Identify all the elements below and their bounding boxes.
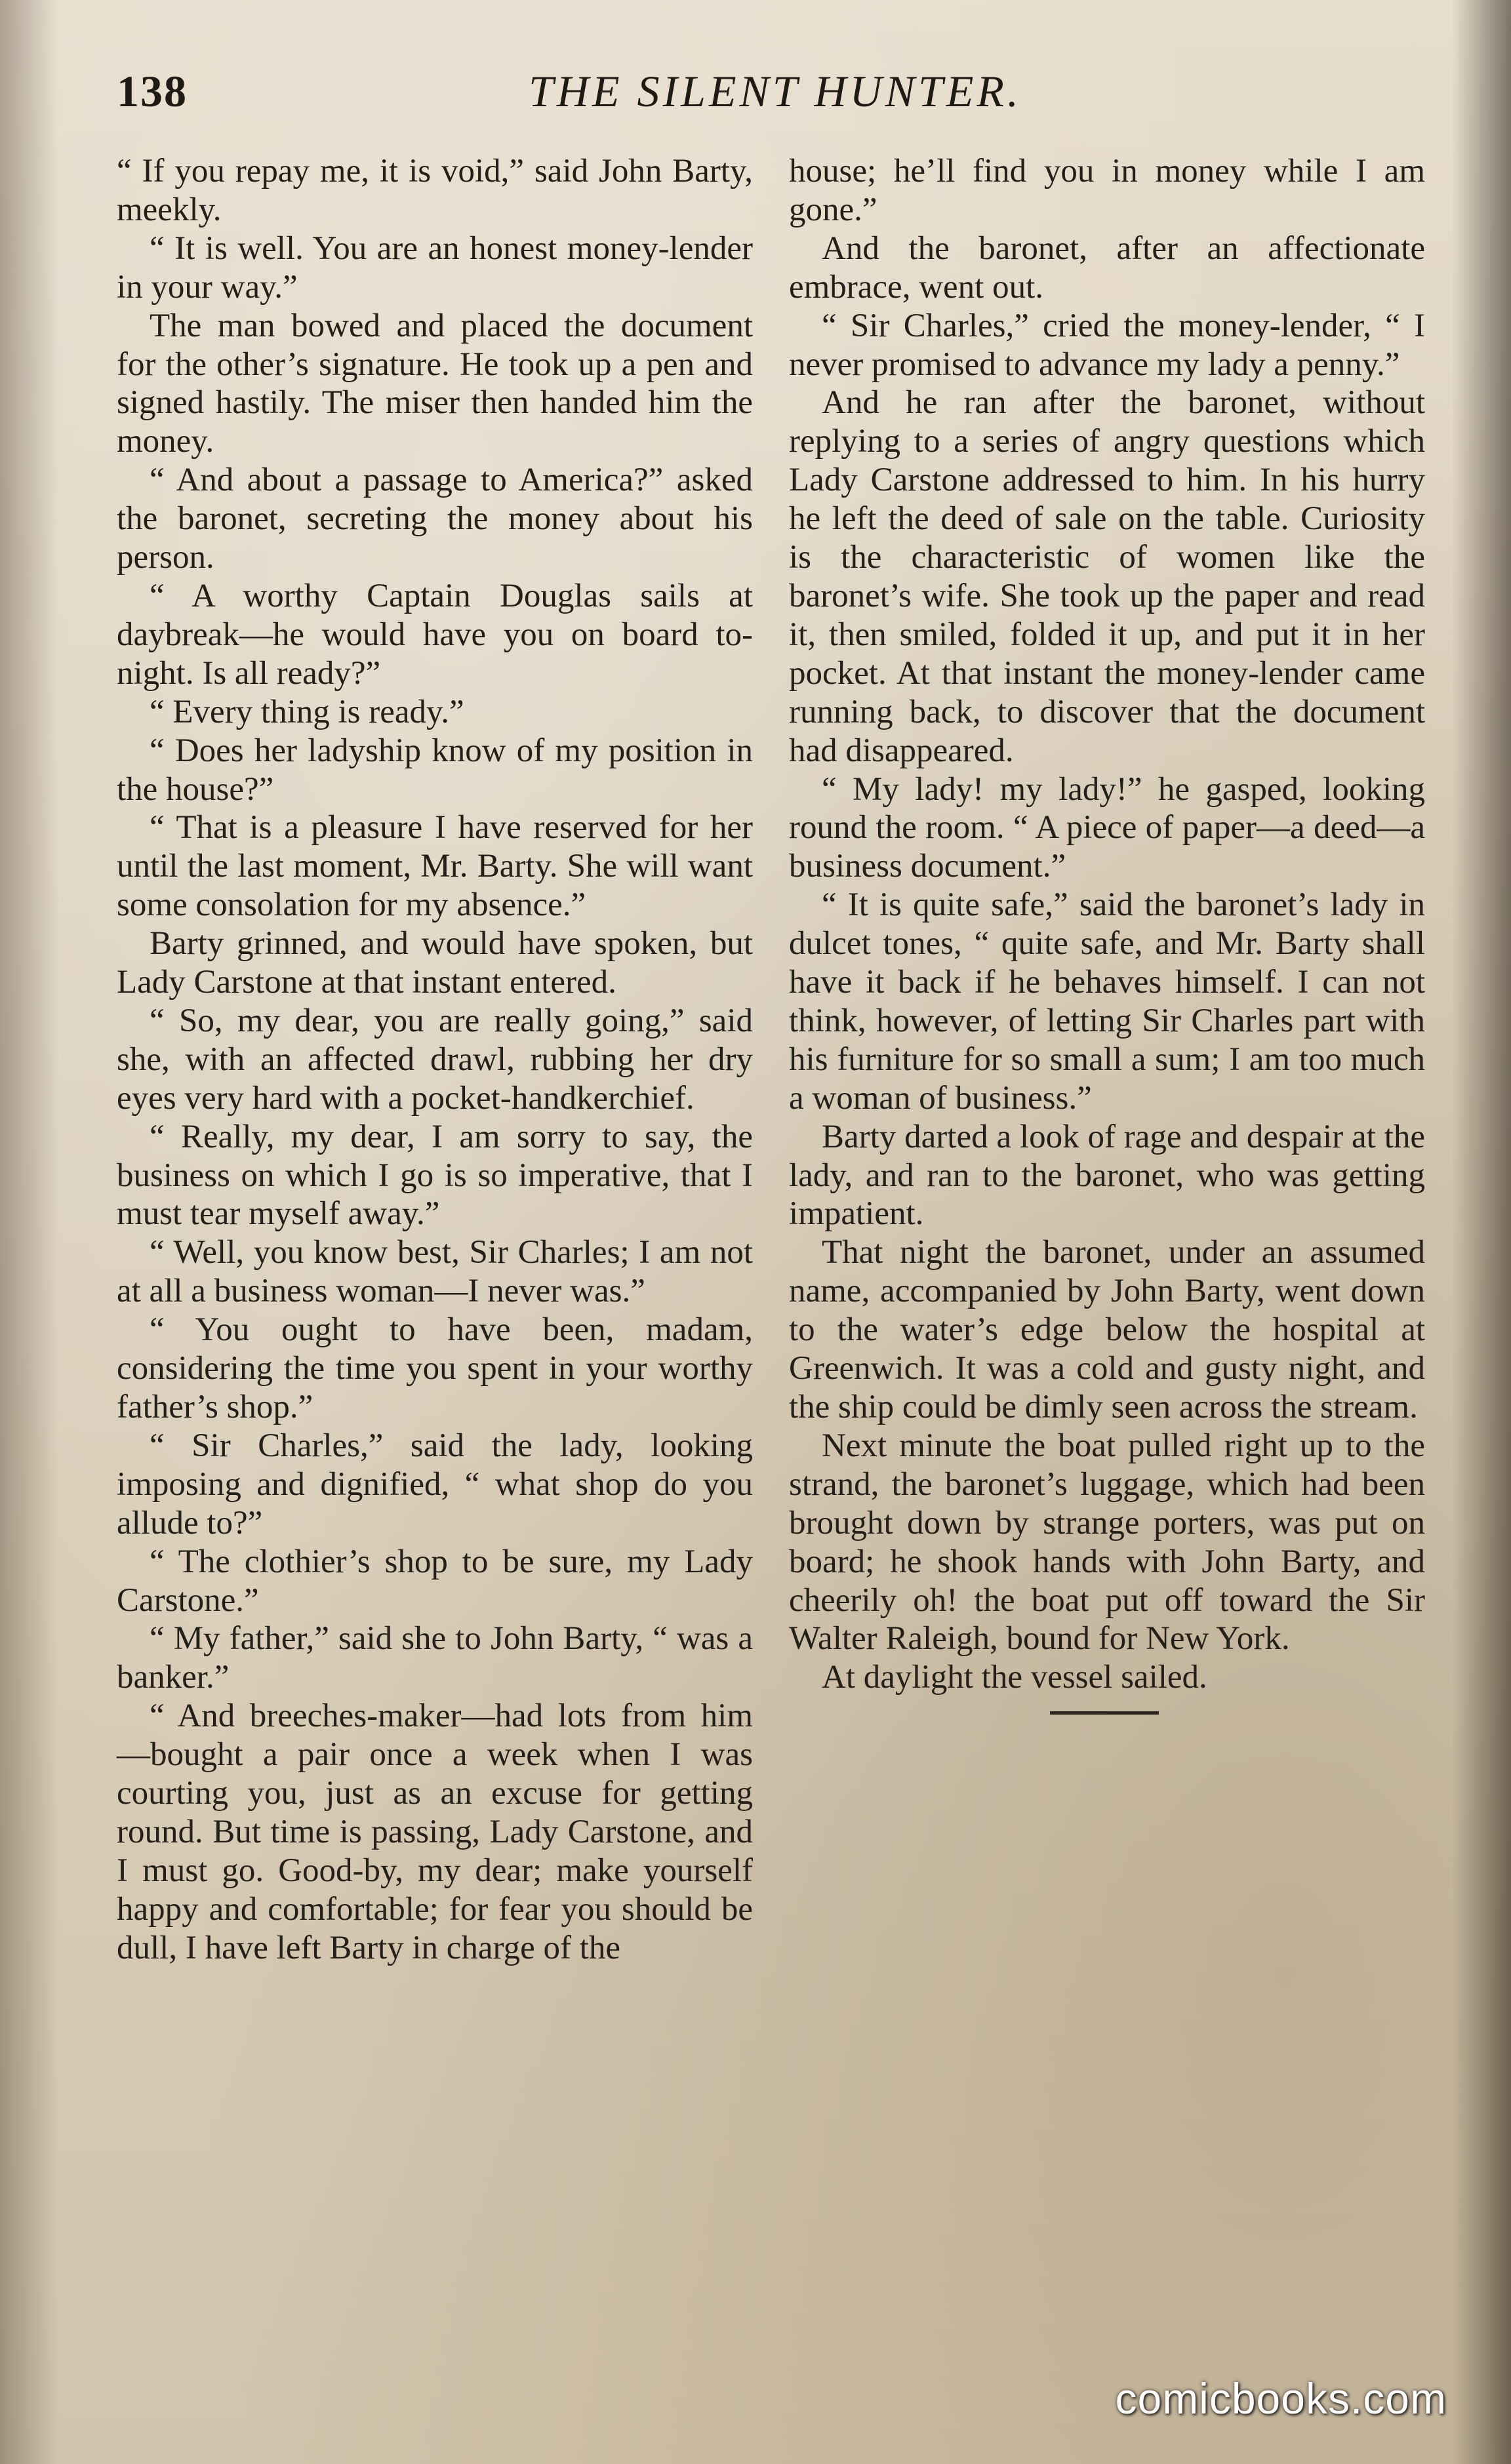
paragraph: Barty grinned, and would have spoken, but Lady Carstone at that instant entered. <box>117 925 753 1001</box>
section-end-rule <box>1050 1711 1159 1715</box>
paragraph: Barty darted a look of rage and despair at the lady, and ran to the baronet, who was getting impatient. <box>789 1118 1425 1233</box>
paragraph: “ You ought to have been, madam, considering the time you spent in your worthy father’s shop.” <box>117 1311 753 1425</box>
paragraph: “ Every thing is ready.” <box>150 693 464 730</box>
paragraph: “ Sir Charles,” said the lady, looking imposing and dignified, “ what shop do you allude to?” <box>117 1427 753 1541</box>
paragraph: “ And breeches-maker—had lots from him—bought a pair once a week when I was courting you, just as an excuse for getting round. But time is passing, Lady Carstone, and I must go. Good-by, my dear; make yourself happy and comfortable; for fear you should be dull, I have left Barty in charge of the <box>117 1698 753 1966</box>
watermark: comicbooks.com <box>1115 2374 1447 2423</box>
paragraph: The man bowed and placed the document for the other’s signature. He took up a pen and signed hastily. The miser then handed him the money. <box>117 307 753 460</box>
paragraph: At daylight the vessel sailed. <box>822 1659 1207 1696</box>
paragraph: Next minute the boat pulled right up to the strand, the baronet’s luggage, which had been brought down by strange porters, was put on board; he shook hands with John Barty, and cheerily oh! the boat put off toward the Sir Walter Raleigh, bound for New York. <box>789 1427 1425 1658</box>
page-header <box>117 66 1434 131</box>
paragraph: “ It is well. You are an honest money-lender in your way.” <box>117 229 753 306</box>
paragraph: “ Does her ladyship know of my position in the house?” <box>117 732 753 808</box>
paragraph: “ Really, my dear, I am sorry to say, the business on which I go is so imperative, that I must tear myself away.” <box>117 1118 753 1233</box>
page-edge-shadow-right <box>1452 0 1511 2464</box>
paragraph: And the baronet, after an affectionate embrace, went out. <box>789 229 1425 306</box>
paragraph: “ My lady! my lady!” he gasped, looking round the room. “ A piece of paper—a deed—a business document.” <box>789 770 1425 885</box>
page-number: 138 <box>117 66 188 116</box>
paragraph: “ Sir Charles,” cried the money-lender, “ I never promised to advance my lady a penny.” <box>789 307 1425 383</box>
paragraph: “ That is a pleasure I have reserved for her until the last moment, Mr. Barty. She will want some consolation for my absence.” <box>117 809 753 924</box>
paragraph: “ A worthy Captain Douglas sails at daybreak—he would have you on board to-night. Is all ready?” <box>117 577 753 692</box>
right-column <box>789 152 1425 1715</box>
paragraph: “ The clothier’s shop to be sure, my Lady Carstone.” <box>117 1543 753 1619</box>
paragraph: house; he’ll find you in money while I am gone.” <box>789 153 1425 228</box>
paragraph: “ And about a passage to America?” asked the baronet, secreting the money about his person. <box>117 462 753 576</box>
page-edge-shadow-left <box>0 0 59 2464</box>
paragraph: “ It is quite safe,” said the baronet’s lady in dulcet tones, “ quite safe, and Mr. Barty shall have it back if he behaves himself. I can not think, however, of letting Sir Charles part with his furniture for so small a sum; I am too much a woman of business.” <box>789 886 1425 1117</box>
paragraph: And he ran after the baronet, without replying to a series of angry questions which Lady Carstone addressed to him. In his hurry he left the deed of sale on the table. Curiosity is the characteristic of women like the baronet’s wife. She took up the paper and read it, then smiled, folded it up, and put it in her pocket. At that instant the money-lender came running back, to discover that the document had disappeared. <box>789 384 1425 769</box>
left-column <box>117 152 753 1968</box>
paragraph: “ My father,” said she to John Barty, “ was a banker.” <box>117 1620 753 1696</box>
running-title: THE SILENT HUNTER. <box>529 66 1022 116</box>
paragraph: “ So, my dear, you are really going,” said she, with an affected drawl, rubbing her dry eyes very hard with a pocket-handkerchief. <box>117 1002 753 1117</box>
paragraph: “ Well, you know best, Sir Charles; I am not at all a business woman—I never was.” <box>117 1234 753 1310</box>
paragraph: “ If you repay me, it is void,” said John Barty, meekly. <box>117 153 753 228</box>
paragraph: That night the baronet, under an assumed name, accompanied by John Barty, went down to the water’s edge below the hospital at Greenwich. It was a cold and gusty night, and the ship could be dimly seen across the stream. <box>789 1234 1425 1425</box>
